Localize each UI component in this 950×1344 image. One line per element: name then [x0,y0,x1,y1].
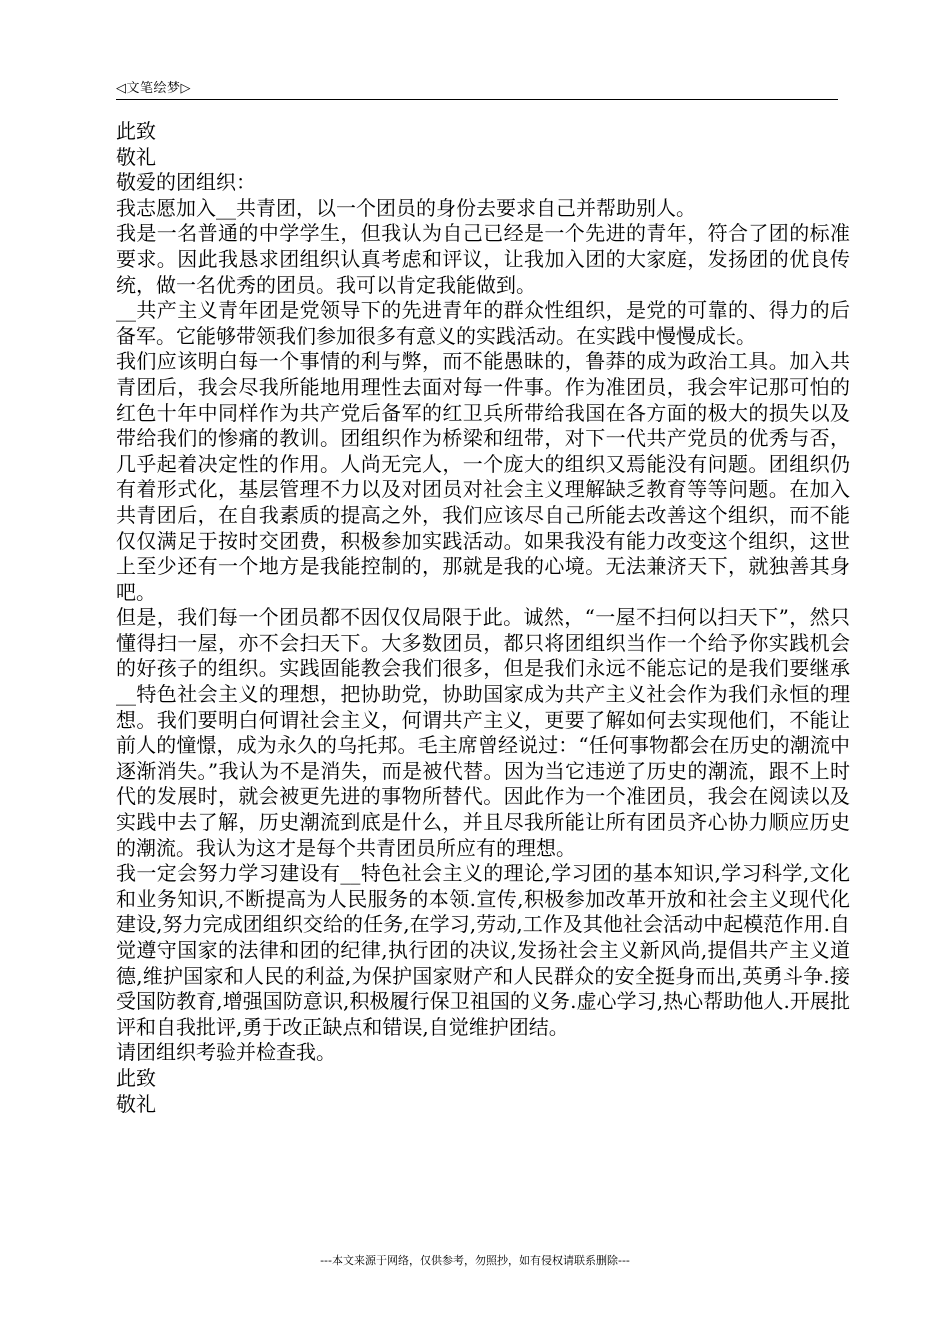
paragraph: 我们应该明白每一个事情的利与弊，而不能愚昧的，鲁莽的成为政治工具。加入共青团后，我会尽我所能地用理性去面对每一件事。作为准团员，我会牢记那可怕的红色十年中同样作为共产党后备军的红卫兵所带给我国在各方面的极大的损失以及带给我们的惨痛的教训。团组织作为桥梁和纽带，对下一代共产党员的优秀与否，几乎起着决定性的作用。人尚无完人，一个庞大的组织又焉能没有问题。团组织仍有着形式化，基层管理不力以及对团员对社会主义理解缺乏教育等等问题。在加入共青团后，在自我素质的提高之外，我们应该尽自己所能去改善这个组织，而不能仅仅满足于按时交团费，积极参加实践活动。如果我没有能力改变这个组织，这世上至少还有一个地方是我能控制的，那就是我的心境。无法兼济天下，就独善其身吧。 [116,349,850,604]
paragraph: 我一定会努力学习建设有__特色社会主义的理论,学习团的基本知识,学习科学,文化和业务知识,不断提高为人民服务的本领.宣传,积极参加改革开放和社会主义现代化建设,努力完成团组织交给的任务,在学习,劳动,工作及其他社会活动中起模范作用.自觉遵守国家的法律和团的纪律,执行团的决议,发扬社会主义新风尚,提倡共产主义道德,维护国家和人民的利益,为保护国家财产和人民群众的安全挺身而出,英勇斗争.接受国防教育,增强国防意识,积极履行保卫祖国的义务.虚心学习,热心帮助他人.开展批评和自我批评,勇于改正缺点和错误,自觉维护团结。 [116,861,850,1039]
document-body [116,119,850,1117]
header-logo: ◁文笔绘梦▷ [116,81,191,96]
paragraph: __共产主义青年团是党领导下的先进青年的群众性组织，是党的可靠的、得力的后备军。它能够带领我们参加很多有意义的实践活动。在实践中慢慢成长。 [116,298,850,348]
page-footer: ---本文来源于网络，仅供参考，勿照抄，如有侵权请联系删除--- [320,1254,630,1267]
page-header [116,73,838,100]
closing-salute: 敬礼 [116,1091,156,1116]
paragraph: 请团组织考验并检查我。 [116,1040,336,1065]
salutation: 敬爱的团组织： [116,170,256,195]
closing-line: 此致 [116,119,156,143]
paragraph: 但是，我们每一个团员都不因仅仅局限于此。诚然，“一屋不扫何以扫天下”，然只懂得扫一屋，亦不会扫天下。大多数团员，都只将团组织当作一个给予你实践机会的好孩子的组织。实践固能教会我们很多，但是我们永远不能忘记的是我们要继承__特色社会主义的理想，把协助党，协助国家成为共产主义社会作为我们永恒的理想。我们要明白何谓社会主义，何谓共产主义，更要了解如何去实现他们，不能让前人的憧憬，成为永久的乌托邦。毛主席曾经说过：“任何事物都会在历史的潮流中逐渐消失。”我认为不是消失，而是被代替。因为当它违逆了历史的潮流，跟不上时代的发展时，就会被更先进的事物所替代。因此作为一个准团员，我会在阅读以及实践中去了解，历史潮流到底是什么，并且尽我所能让所有团员齐心协力顺应历史的潮流。我认为这才是每个共青团员所应有的理想。 [116,605,850,860]
closing-line: 此致 [116,1065,156,1090]
closing-salute: 敬礼 [116,144,156,169]
paragraph: 我是一名普通的中学学生，但我认为自己已经是一个先进的青年，符合了团的标准要求。因此我恳求团组织认真考虑和评议，让我加入团的大家庭，发扬团的优良传统，做一名优秀的团员。我可以肯定我能做到。 [116,221,850,297]
paragraph: 我志愿加入__共青团，以一个团员的身份去要求自己并帮助别人。 [116,195,696,220]
